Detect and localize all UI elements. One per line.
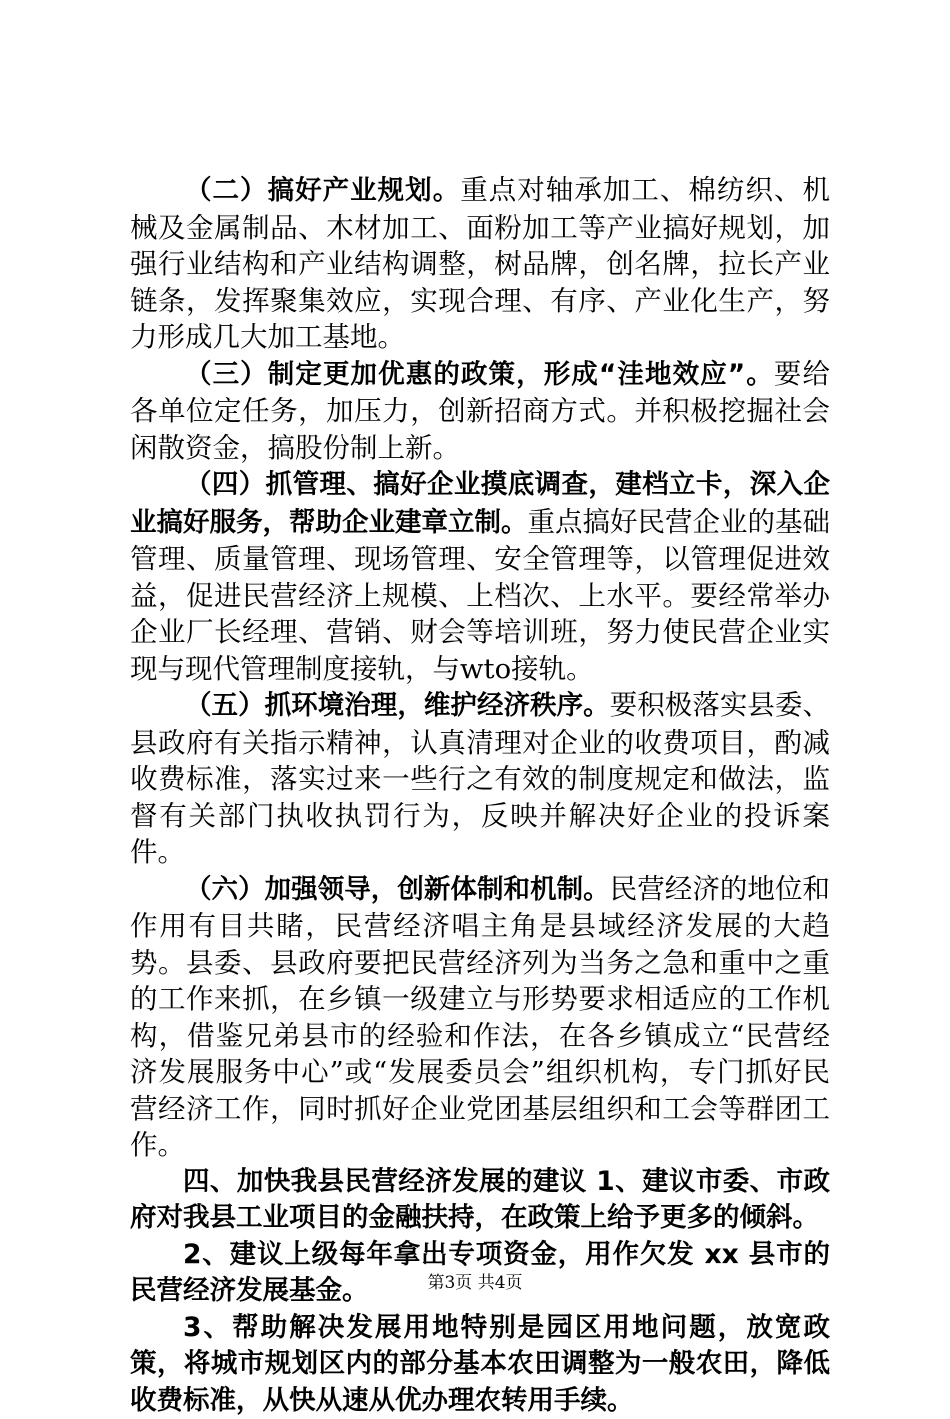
paragraph-heading: （四）抓管理、搞好企业摸底调查，建档立卡，深入企业搞好服务，帮助企业建章立制。 — [130, 469, 830, 538]
recommendation-item: 3、帮助解决发展用地特别是园区用地问题，放宽政策，将城市规划区内的部分基本农田调整为一般农田，降低收费标准，从快从速从优办理农转用手续。 — [130, 1310, 830, 1419]
document-body — [130, 172, 830, 1419]
recommendation-item: 2、建议上级每年拿出专项资金，用作欠发 xx 县市的民营经济发展基金。 — [130, 1237, 830, 1310]
paragraph-text: 要给各单位定任务，加压力，创新招商方式。并积极挖掘社会闲散资金，搞股份制上新。 — [130, 358, 830, 464]
page-number-footer: 第3页 共4页 — [0, 1272, 950, 1294]
paragraph-text: 要积极落实县委、县政府有关指示精神，认真清理对企业的收费项目，酌减收费标准，落实过来一些行之有效的制度规定和做法，监督有关部门执收执罚行为，反映并解决好企业的投诉案件。 — [130, 689, 830, 868]
paragraph-text: 民营经济的地位和作用有目共睹，民营经济唱主角是县域经济发展的大趋势。县委、县政府要把民营经济列为当务之急和重中之重的工作来抓，在乡镇一级建立与形势要求相适应的工作机构，借鉴兄弟县市的经验和作法，在各乡镇成立“民营经济发展服务中心”或“发展委员会”组织机构，专门抓好民营经济工作，同时抓好企业党团基层组织和工会等群团工作。 — [130, 873, 830, 1162]
paragraph-preferential-policy — [130, 356, 830, 467]
paragraph-management — [130, 466, 830, 687]
paragraph-heading: （五）抓环境治理，维护经济秩序。 — [185, 690, 610, 721]
paragraph-environment — [130, 687, 830, 871]
paragraph-text: 重点搞好民营企业的基础管理、质量管理、现场管理、安全管理等，以管理促进效益，促进民营经济上规模、上档次、上水平。要经常举办企业厂长经理、营销、财会等培训班，努力使民营企业实现与现代管理制度接轨，与wto接轨。 — [130, 506, 830, 685]
paragraph-heading: （三）制定更加优惠的政策，形成“洼地效应”。 — [185, 359, 774, 390]
paragraph-industry-planning — [130, 172, 830, 356]
paragraph-leadership — [130, 871, 830, 1164]
paragraph-heading: （六）加强领导，创新体制和机制。 — [185, 874, 610, 905]
recommendation-section-heading: 四、加快我县民营经济发展的建议 1、建议市委、市政府对我县工业项目的金融扶持，在政策上给予更多的倾斜。 — [130, 1164, 830, 1237]
paragraph-text: 重点对轴承加工、棉纺织、机械及金属制品、木材加工、面粉加工等产业搞好规划，加强行业结构和产业结构调整，树品牌，创名牌，拉长产业链条，发挥聚集效应，实现合理、有序、产业化生产，努力形成几大加工基地。 — [130, 174, 830, 353]
paragraph-heading: （二）搞好产业规划。 — [185, 175, 460, 206]
